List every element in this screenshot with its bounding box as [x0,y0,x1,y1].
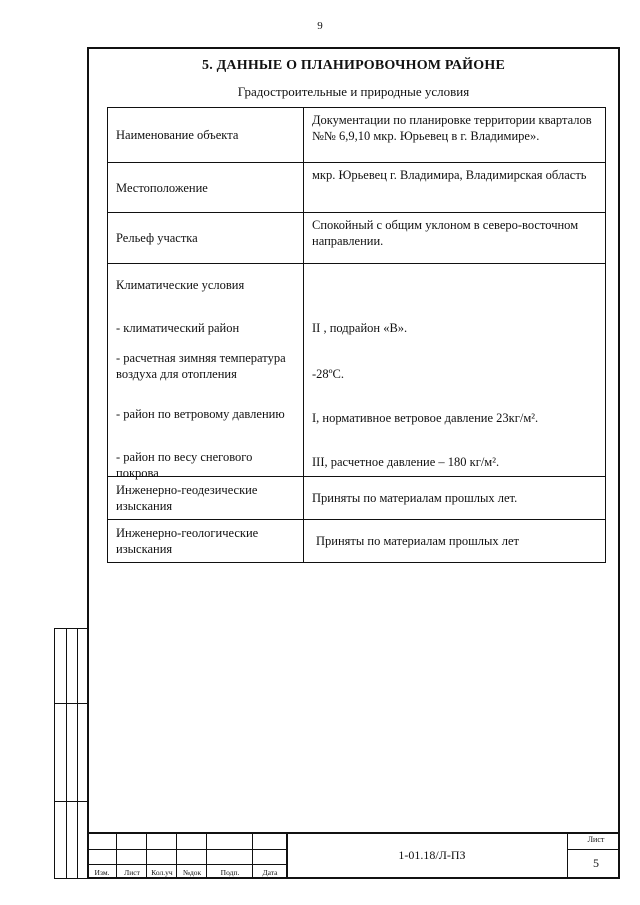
row-label: Местоположение [108,163,304,213]
stamp-cell [287,834,288,879]
climate-item-label: - климатический район [116,321,240,335]
table-row [108,477,606,520]
planning-data-table [107,107,606,563]
row-value: Спокойный с общим уклоном в северо-восточном направлении. [304,213,606,264]
stamp-divider [87,849,287,850]
strip-divider [55,801,87,802]
page-number: 9 [317,20,323,32]
stamp-label: Кол.уч [151,868,173,877]
climate-item-value: -28ºС. [312,367,345,381]
stamp-label: Дата [262,868,278,877]
row-value: Документации по планировке территории кварталов №№ 6,9,10 мкр. Юрьевец в г. Владимире». [304,108,606,163]
climate-values [304,264,606,477]
row-label: Наименование объекта [108,108,304,163]
stamp-label: Подп. [220,868,240,877]
table-row [108,163,606,213]
stamp-label: №док [182,868,202,877]
stamp-label: Лист [124,868,140,877]
stamp-divider [87,864,287,865]
climate-item-label: - район по ветровому давлению [116,407,285,421]
sheet-label: Лист [587,835,605,844]
section-heading: 5. ДАННЫЕ О ПЛАНИРОВОЧНОМ РАЙОНЕ [202,58,505,73]
row-value: мкр. Юрьевец г. Владимира, Владимирская область [304,163,606,213]
strip-divider [66,629,67,878]
document-code: 1-01.18/Л-ПЗ [398,848,466,862]
climate-item-value: II , подрайон «В». [312,321,408,335]
climate-item-label: - район по весу снегового покрова [116,450,253,480]
row-label: Инженерно-геологические изыскания [108,520,304,563]
strip-divider [55,703,87,704]
table-row [108,520,606,563]
table-row [108,108,606,163]
climate-item-label: - расчетная зимняя температура воздуха для отопления [116,351,286,381]
table-row-climate [108,264,606,477]
sheet-number: 5 [593,856,599,870]
climate-item-value: III, расчетное давление – 180 кг/м². [312,455,500,469]
climate-item-value: I, нормативное ветровое давление 23кг/м². [312,411,539,425]
stamp-label: Изм. [94,868,110,877]
title-block [87,832,620,879]
stamp-cell [567,834,568,879]
climate-title: Климатические условия [116,278,245,292]
side-stamp-strip [54,628,87,879]
row-label: Рельеф участка [108,213,304,264]
section-subheading: Градостроительные и природные условия [237,84,470,99]
table-row [108,213,606,264]
strip-divider [77,629,78,878]
row-label: Инженерно-геодезические изыскания [108,477,304,520]
row-value: Приняты по материалам прошлых лет. [304,477,606,520]
stamp-divider [567,849,620,850]
row-value: Приняты по материалам прошлых лет [304,520,606,563]
climate-labels [108,264,304,480]
